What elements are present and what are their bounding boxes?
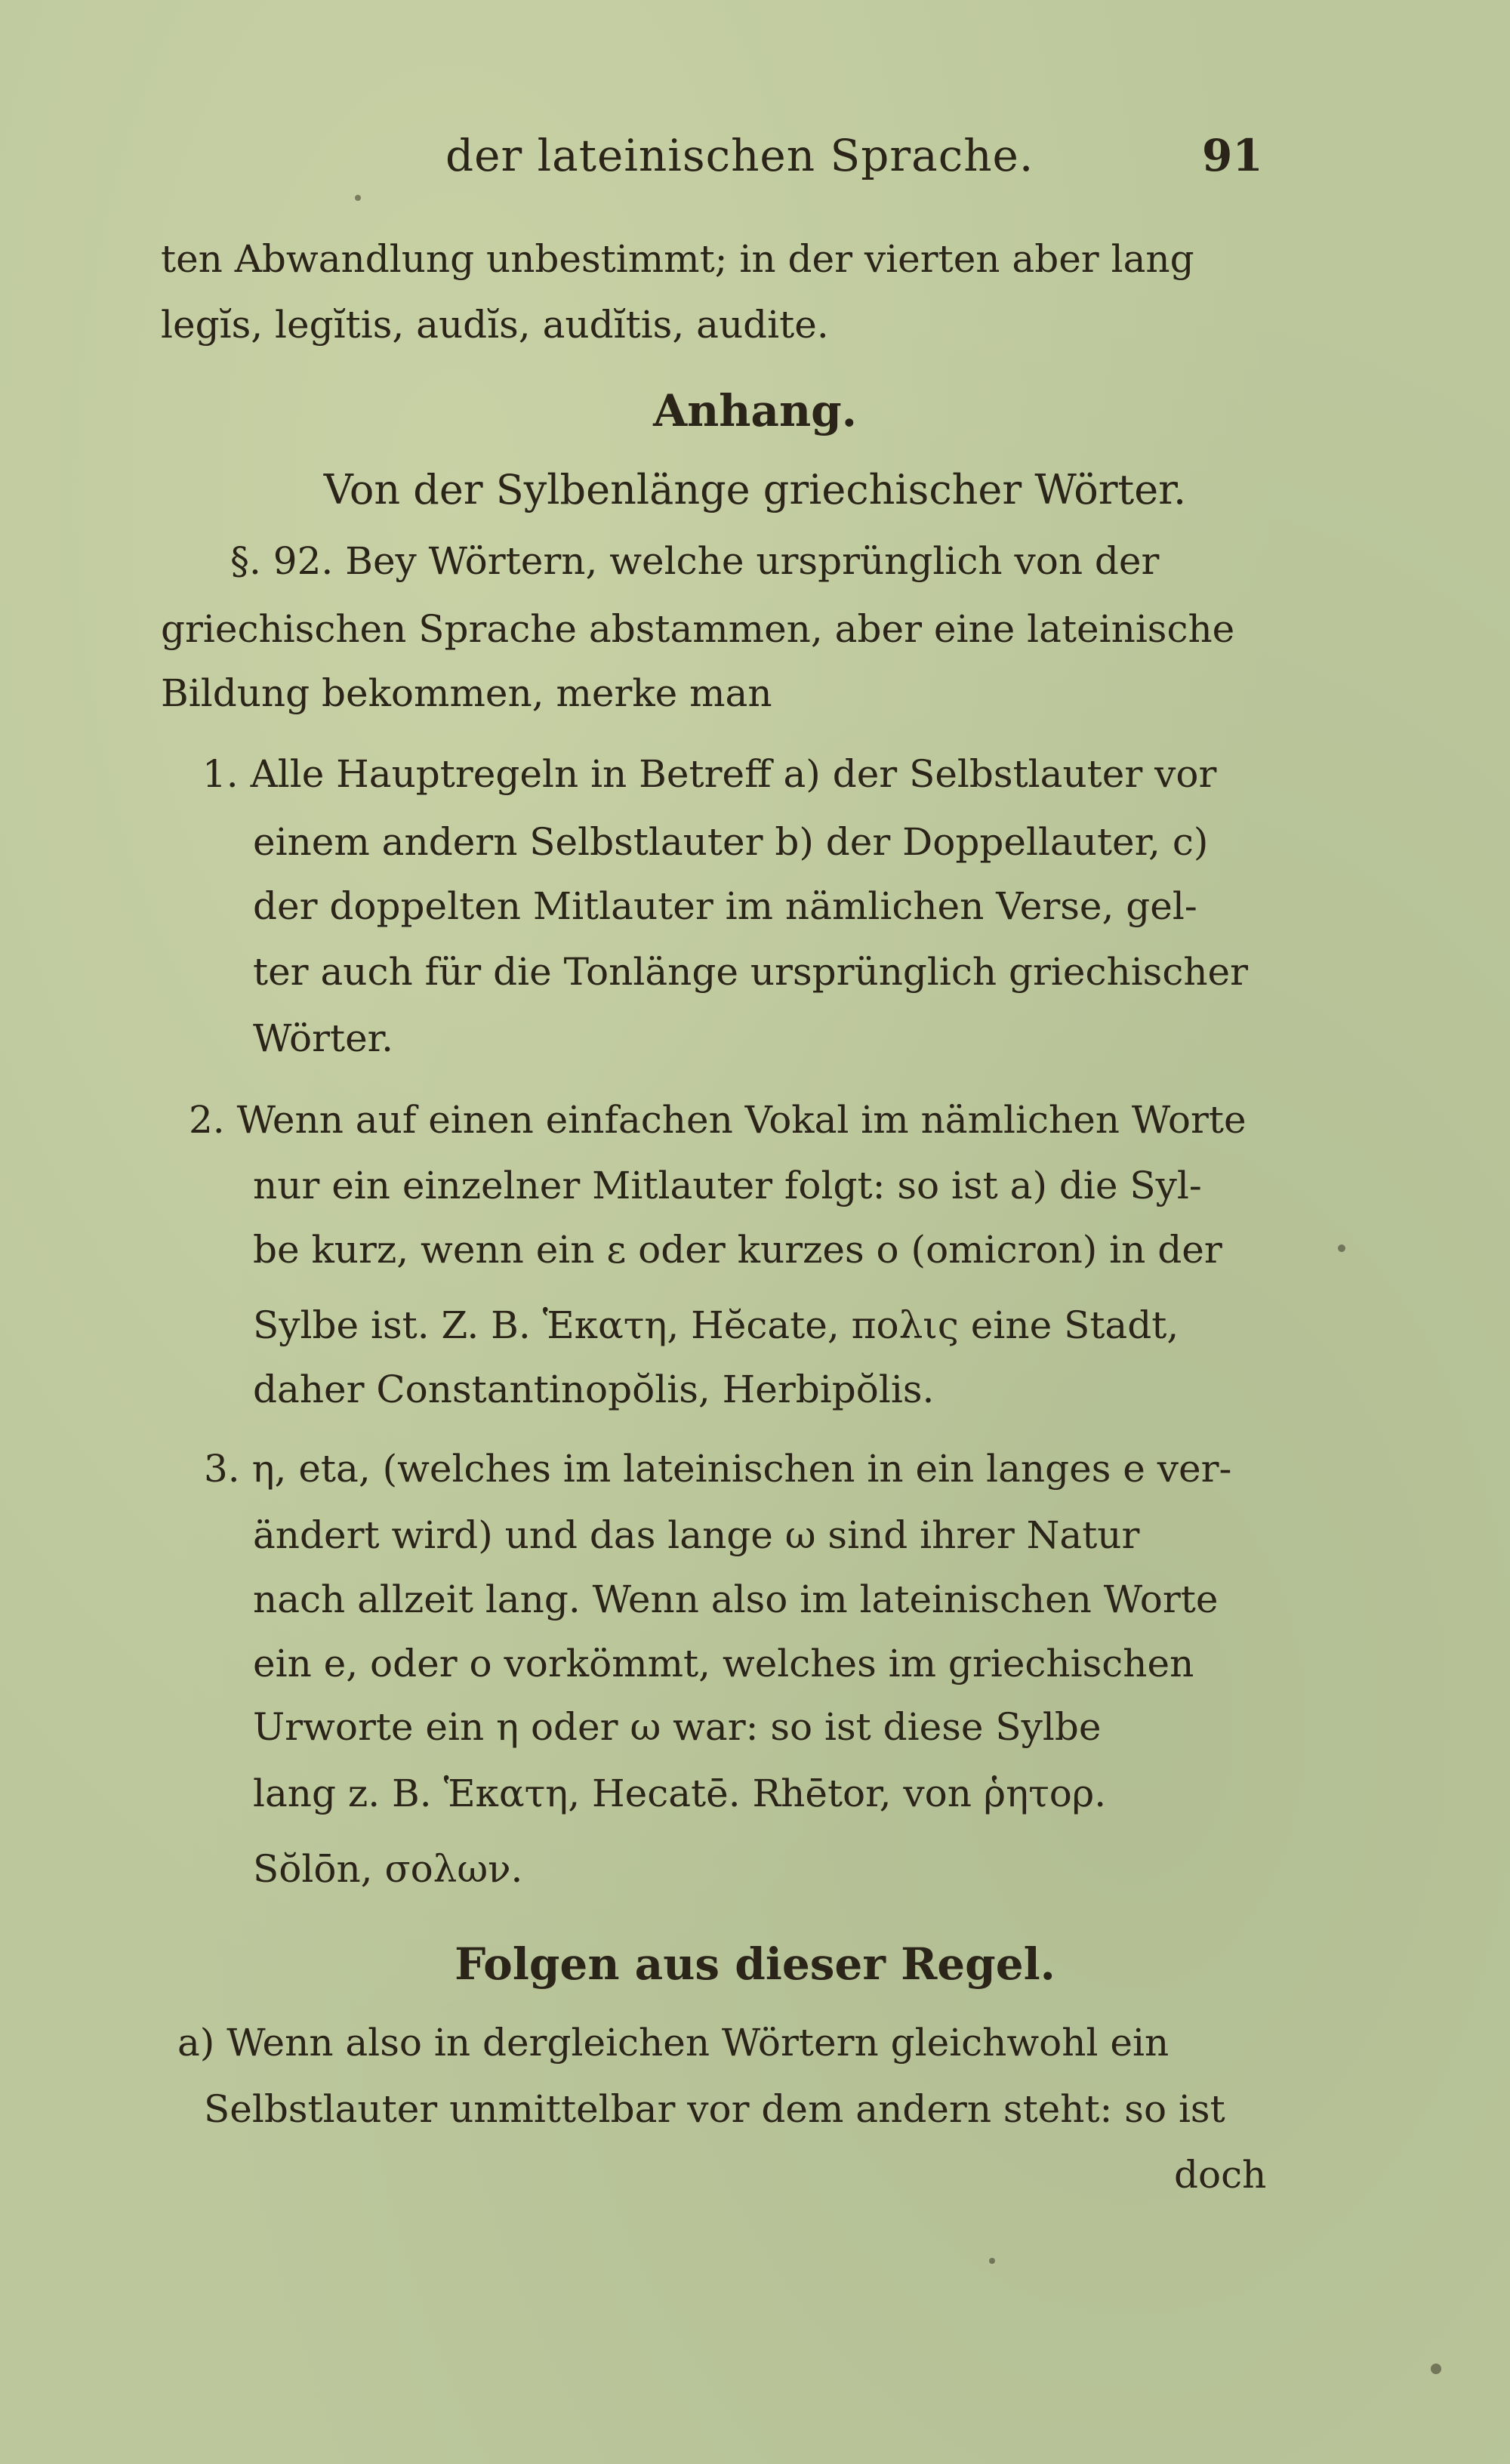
ink-speck xyxy=(1338,1244,1345,1252)
text-line: ein e, oder o vorkömmt, welches im griechischen xyxy=(253,1642,1194,1685)
text-line: ten Abwandlung unbestimmt; in der vierten aber lang xyxy=(161,237,1194,281)
text-line: Urworte ein η oder ω war: so ist diese Sylbe xyxy=(253,1705,1102,1749)
text-line: nur ein einzelner Mitlauter folgt: so ist a) die Syl- xyxy=(253,1164,1202,1207)
text-line: daher Constantinopŏlis, Herbipŏlis. xyxy=(253,1368,935,1411)
section-subheading: Von der Sylbenlänge griechischer Wörter. xyxy=(323,466,1187,513)
text-line: legĭs, legĭtis, audĭs, audĭtis, audite. xyxy=(161,303,829,347)
text-line: der doppelten Mitlauter im nämlichen Verse, gel- xyxy=(253,884,1197,928)
text-line: lang z. B. Ἑκατη, Hecatē. Rhētor, von ῥητορ. xyxy=(253,1772,1107,1815)
catchword: doch xyxy=(1174,2153,1267,2197)
text-line: Wörter. xyxy=(253,1016,393,1060)
text-line: Sylbe ist. Z. B. Ἑκατη, Hĕcate, πολις eine Stadt, xyxy=(253,1303,1179,1347)
text-line: 1. Alle Hauptregeln in Betreff a) der Selbstlauter vor xyxy=(202,752,1217,796)
text-line: griechischen Sprache abstammen, aber eine lateinische xyxy=(161,607,1235,651)
text-line: ändert wird) und das lange ω sind ihrer Natur xyxy=(253,1513,1140,1557)
text-line: a) Wenn also in dergleichen Wörtern gleichwohl ein xyxy=(177,2021,1169,2065)
text-line: einem andern Selbstlauter b) der Doppellauter, c) xyxy=(253,820,1209,864)
ink-speck xyxy=(989,2258,995,2264)
ink-speck xyxy=(355,195,361,201)
text-line: Selbstlauter unmittelbar vor dem andern steht: so ist xyxy=(204,2087,1225,2131)
text-line: 3. η, eta, (welches im lateinischen in ein langes e ver- xyxy=(204,1447,1232,1491)
text-line: nach allzeit lang. Wenn also im lateinischen Worte xyxy=(253,1577,1219,1621)
text-line: Bildung bekommen, merke man xyxy=(161,671,772,715)
text-line: 2. Wenn auf einen einfachen Vokal im nämlichen Worte xyxy=(189,1098,1247,1142)
text-line: Sŏlōn, σολων. xyxy=(253,1847,523,1891)
running-head: der lateinischen Sprache. xyxy=(445,130,1034,181)
text-line: be kurz, wenn ein ε oder kurzes o (omicron) in der xyxy=(253,1228,1222,1272)
text-line: §. 92. Bey Wörtern, welche ursprünglich von der xyxy=(230,539,1160,583)
text-line: ter auch für die Tonlänge ursprünglich griechischer xyxy=(253,950,1249,994)
section-heading-anhang: Anhang. xyxy=(653,385,857,436)
section-heading-folgen: Folgen aus dieser Regel. xyxy=(455,1938,1055,1990)
ink-speck xyxy=(1431,2364,1441,2374)
page-number: 91 xyxy=(1202,130,1263,181)
